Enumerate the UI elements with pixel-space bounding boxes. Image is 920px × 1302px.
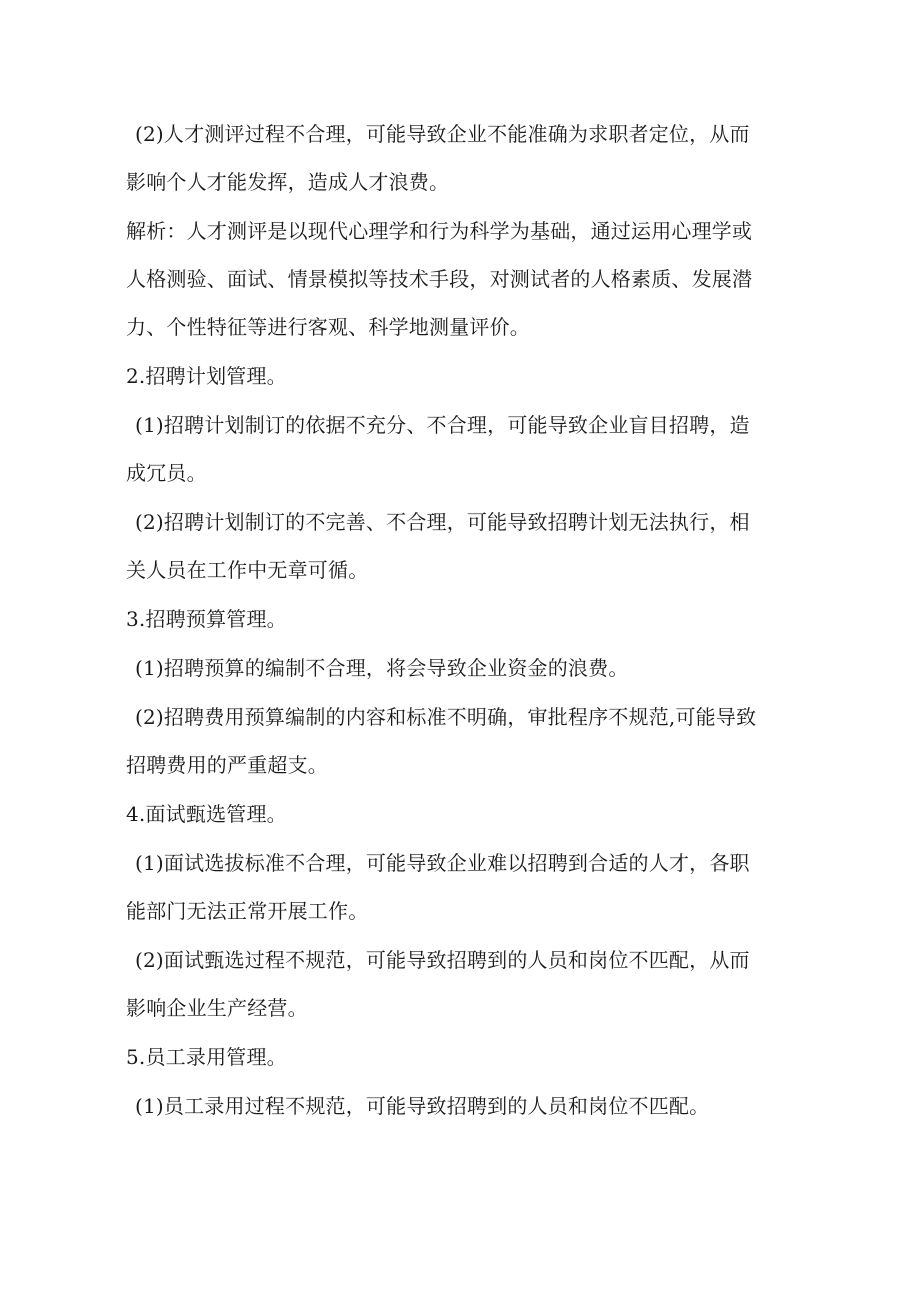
text-line: 能部门无法正常开展工作。 xyxy=(126,899,369,923)
section-heading-4 xyxy=(126,802,806,827)
paragraph-plan-2 xyxy=(126,510,806,583)
text-line: (2)招聘费用预算编制的内容和标准不明确，审批程序不规范,可能导致 xyxy=(135,705,757,729)
document-body xyxy=(126,122,806,1119)
paragraph-budget-2 xyxy=(126,705,806,778)
paragraph-hire-1 xyxy=(126,1094,806,1119)
heading-text: 2.招聘计划管理。 xyxy=(126,364,287,388)
text-line: (1)面试选拔标准不合理，可能导致企业难以招聘到合适的人才，各职 xyxy=(135,851,750,875)
text-line: (2)面试甄选过程不规范，可能导致招聘到的人员和岗位不匹配，从而 xyxy=(135,948,750,972)
paragraph-budget-1 xyxy=(126,656,806,681)
text-line: 成冗员。 xyxy=(126,461,207,485)
text-line: 力、个性特征等进行客观、科学地测量评价。 xyxy=(126,315,530,339)
text-line: 解析：人才测评是以现代心理学和行为科学为基础，通过运用心理学或 xyxy=(126,219,753,243)
text-line: 关人员在工作中无章可循。 xyxy=(126,558,369,582)
text-line: (1)员工录用过程不规范，可能导致招聘到的人员和岗位不匹配。 xyxy=(135,1094,710,1118)
text-line: (2)人才测评过程不合理，可能导致企业不能准确为求职者定位，从而 xyxy=(135,122,750,146)
paragraph-talent-eval-2 xyxy=(126,122,806,195)
text-line: (1)招聘预算的编制不合理，将会导致企业资金的浪费。 xyxy=(135,656,629,680)
paragraph-interview-2 xyxy=(126,948,806,1021)
text-line: (1)招聘计划制订的依据不充分、不合理，可能导致企业盲目招聘，造 xyxy=(135,413,750,437)
paragraph-analysis xyxy=(126,219,806,340)
text-line: 招聘费用的严重超支。 xyxy=(126,753,328,777)
section-heading-3 xyxy=(126,607,806,632)
heading-text: 3.招聘预算管理。 xyxy=(126,607,287,631)
heading-text: 5.员工录用管理。 xyxy=(126,1045,287,1069)
text-line: 人格测验、面试、情景模拟等技术手段，对测试者的人格素质、发展潜 xyxy=(126,267,753,291)
heading-text: 4.面试甄选管理。 xyxy=(126,802,287,826)
section-heading-5 xyxy=(126,1045,806,1070)
text-line: 影响个人才能发挥，造成人才浪费。 xyxy=(126,170,450,194)
section-heading-2 xyxy=(126,364,806,389)
paragraph-plan-1 xyxy=(126,413,806,486)
text-line: (2)招聘计划制订的不完善、不合理，可能导致招聘计划无法执行，相 xyxy=(135,510,750,534)
paragraph-interview-1 xyxy=(126,851,806,924)
text-line: 影响企业生产经营。 xyxy=(126,996,308,1020)
